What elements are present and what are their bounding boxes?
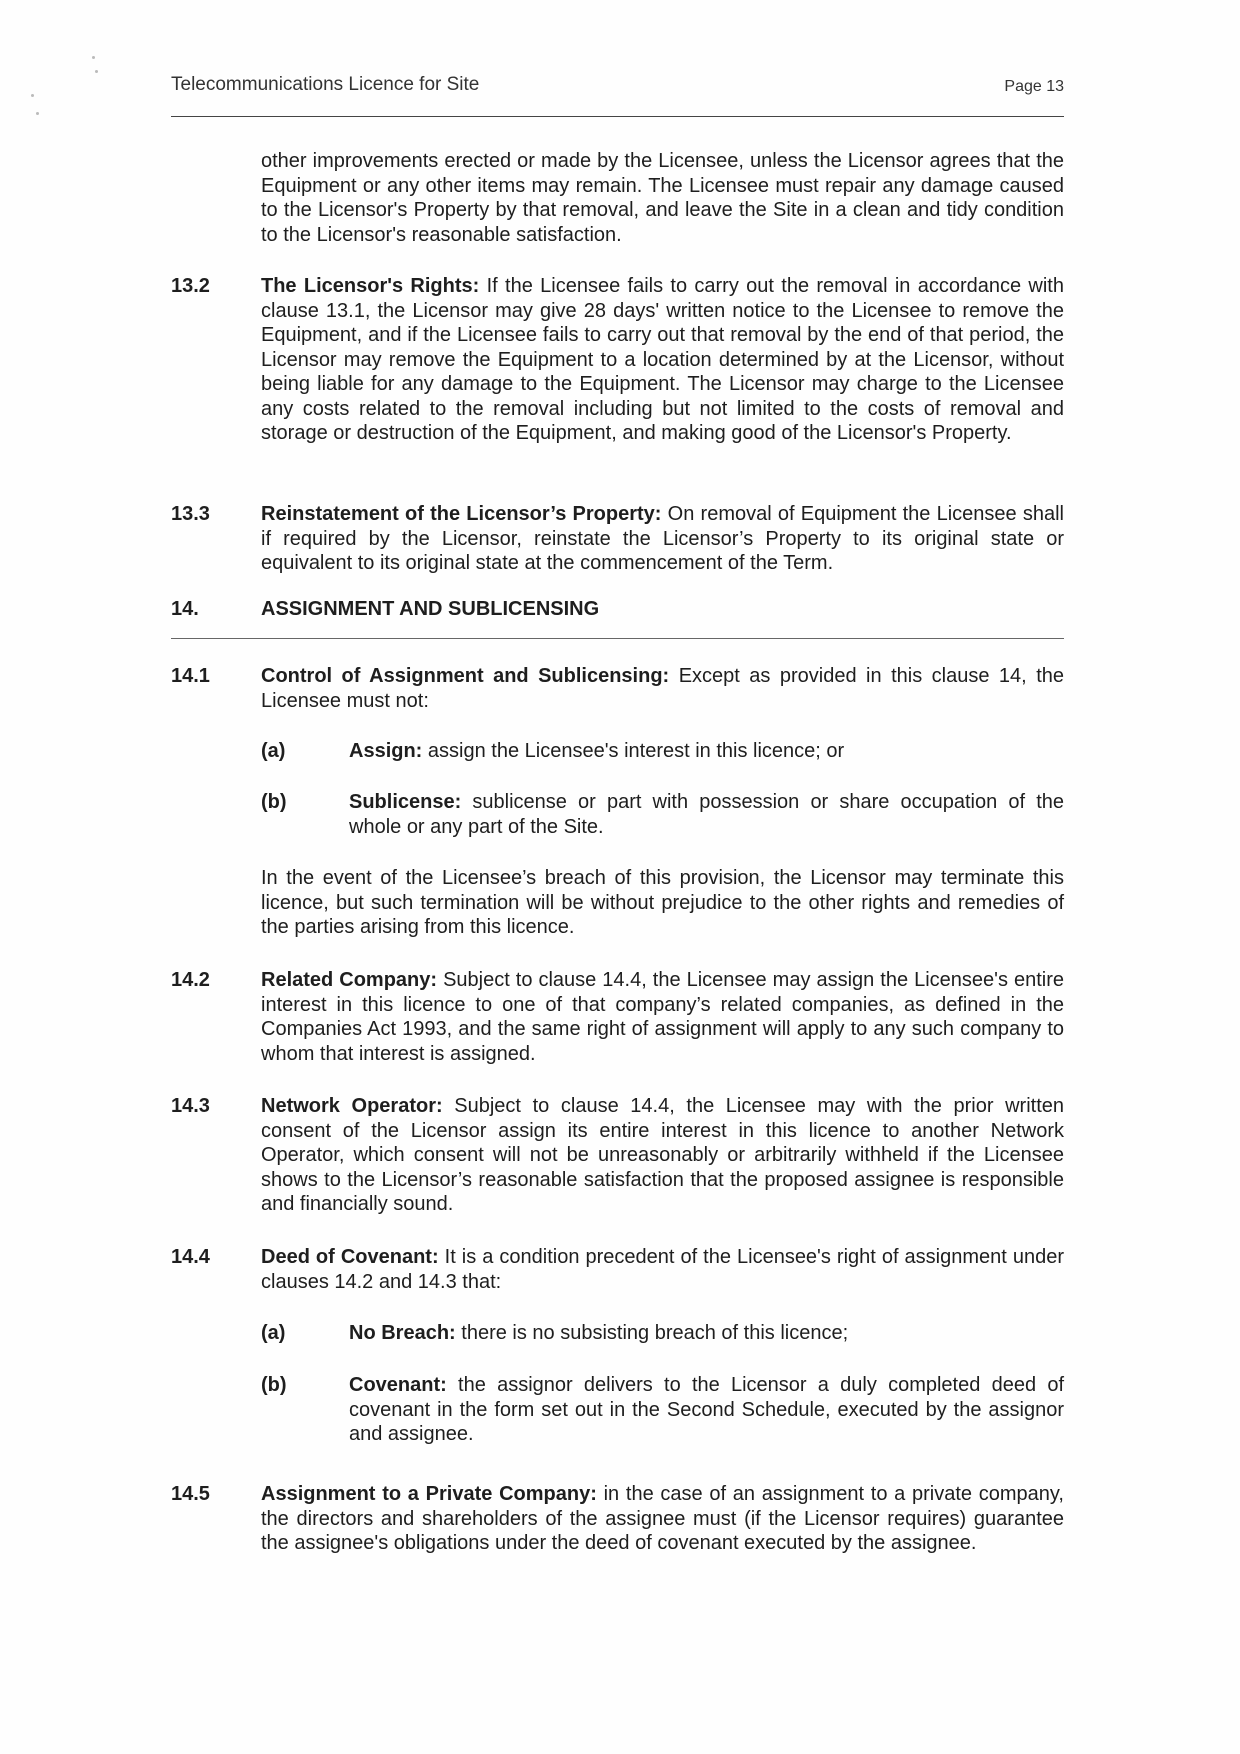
page-header [171, 70, 1064, 118]
scan-mark [31, 94, 34, 97]
sub-clause-14-4-b [261, 1373, 1064, 1447]
sub-clause-heading: Assign: [349, 740, 423, 762]
sub-clause-text: sublicense or part with possession or share occupation of the whole or any part of the Site. [349, 791, 1064, 838]
sub-clause-heading: Sublicense: [349, 791, 462, 813]
clause-13-2 [171, 274, 1064, 446]
clause-text: On removal of Equipment the Licensee shall if required by the Licensor, reinstate the Licensor’s Property to its original state or equivalent to its original state at the commencement of the Term. [261, 503, 1064, 574]
sub-clause-letter: (a) [261, 740, 286, 762]
clause-heading: The Licensor's Rights: [261, 275, 480, 297]
clause-text: Subject to clause 14.4, the Licensee may with the prior written consent of the Licensor assign its entire interest in this licence to another Network Operator, which consent will not be unreasonably or arbitrarily withheld if the Licensee shows to the Licensor’s reasonable satisfaction that the proposed assignee is responsible and financially sound. [261, 1095, 1064, 1215]
scan-mark [92, 56, 95, 59]
document-title: Telecommunications Licence for Site [171, 74, 480, 95]
clause-heading: Related Company: [261, 969, 438, 991]
section-divider [171, 638, 1064, 639]
clause-heading: Reinstatement of the Licensor’s Property: [261, 503, 662, 525]
clause-text: in the case of an assignment to a private company, the directors and shareholders of the assignee must (if the Licensor requires) guarantee the assignee's obligations under the deed of covenant executed by the assignee. [261, 1483, 1064, 1554]
section-heading-14 [171, 598, 599, 621]
sub-clause-text: the assignor delivers to the Licensor a duly completed deed of covenant in the form set out in the Second Schedule, executed by the assignor and assignee. [349, 1374, 1064, 1445]
sub-clause-text: assign the Licensee's interest in this licence; or [427, 740, 845, 762]
sub-clause-14-1-a [261, 739, 1064, 764]
clause-14-1-after: In the event of the Licensee’s breach of this provision, the Licensor may terminate this licence, but such termination will be without prejudice to the other rights and remedies of the parties arising from this licence. [261, 867, 1064, 938]
section-title: ASSIGNMENT AND SUBLICENSING [261, 598, 600, 620]
clause-number: 14.3 [171, 1095, 210, 1117]
clause-number: 13.2 [171, 275, 210, 297]
scan-mark [95, 70, 98, 73]
clause-heading: Network Operator: [261, 1095, 443, 1117]
clause-heading: Assignment to a Private Company: [261, 1483, 597, 1505]
clause-heading: Deed of Covenant: [261, 1246, 439, 1268]
clause-14-4 [171, 1245, 1064, 1294]
clause-14-3 [171, 1094, 1064, 1217]
clause-number: 14.5 [171, 1483, 210, 1505]
clause-heading: Control of Assignment and Sublicensing: [261, 665, 670, 687]
clause-text: If the Licensee fails to carry out the removal in accordance with clause 13.1, the Licensor may give 28 days' written notice to the Licensee to remove the Equipment, and if the Licensee fails to carry out that removal by the end of that period, the Licensor may remove the Equipment to a location determined by at the Licensor, without being liable for any damage to the Equipment. The Licensor may charge to the Licensee any costs related to the removal including but not limited to the costs of removal and storage or destruction of the Equipment, and making good of the Licensor's Property. [261, 275, 1064, 444]
clause-text: Except as provided in this clause 14, the Licensee must not: [261, 665, 1064, 712]
sub-clause-letter: (b) [261, 1374, 287, 1396]
header-divider [171, 116, 1064, 117]
clause-number: 14.1 [171, 665, 210, 687]
clause-text: It is a condition precedent of the Licensee's right of assignment under clauses 14.2 and 14.3 that: [261, 1246, 1064, 1293]
sub-clause-14-4-a [261, 1321, 1064, 1346]
sub-clause-14-1-b [261, 790, 1064, 839]
sub-clause-heading: No Breach: [349, 1322, 456, 1344]
clause-14-5 [171, 1482, 1064, 1556]
clause-14-1 [171, 664, 1064, 713]
section-number: 14. [171, 598, 199, 620]
sub-clause-heading: Covenant: [349, 1374, 447, 1396]
clause-number: 14.2 [171, 969, 210, 991]
clause-number: 14.4 [171, 1246, 210, 1268]
clause-13-3 [171, 502, 1064, 576]
sub-clause-letter: (a) [261, 1322, 286, 1344]
continuation-paragraph: other improvements erected or made by the Licensee, unless the Licensor agrees that the Equipment or any other items may remain. The Licensee must repair any damage caused to the Licensor's Property by that removal, and leave the Site in a clean and tidy condition to the Licensor's reasonable satisfaction. [261, 150, 1064, 246]
page-number: Page 13 [1004, 78, 1064, 95]
sub-clause-letter: (b) [261, 791, 287, 813]
clause-number: 13.3 [171, 503, 210, 525]
sub-clause-text: there is no subsisting breach of this licence; [461, 1322, 849, 1344]
clause-text: Subject to clause 14.4, the Licensee may assign the Licensee's entire interest in this licence to one of that company’s related companies, as defined in the Companies Act 1993, and the same right of assignment will apply to any such company to whom that interest is assigned. [261, 969, 1064, 1065]
scan-mark [36, 112, 39, 115]
clause-14-2 [171, 968, 1064, 1066]
